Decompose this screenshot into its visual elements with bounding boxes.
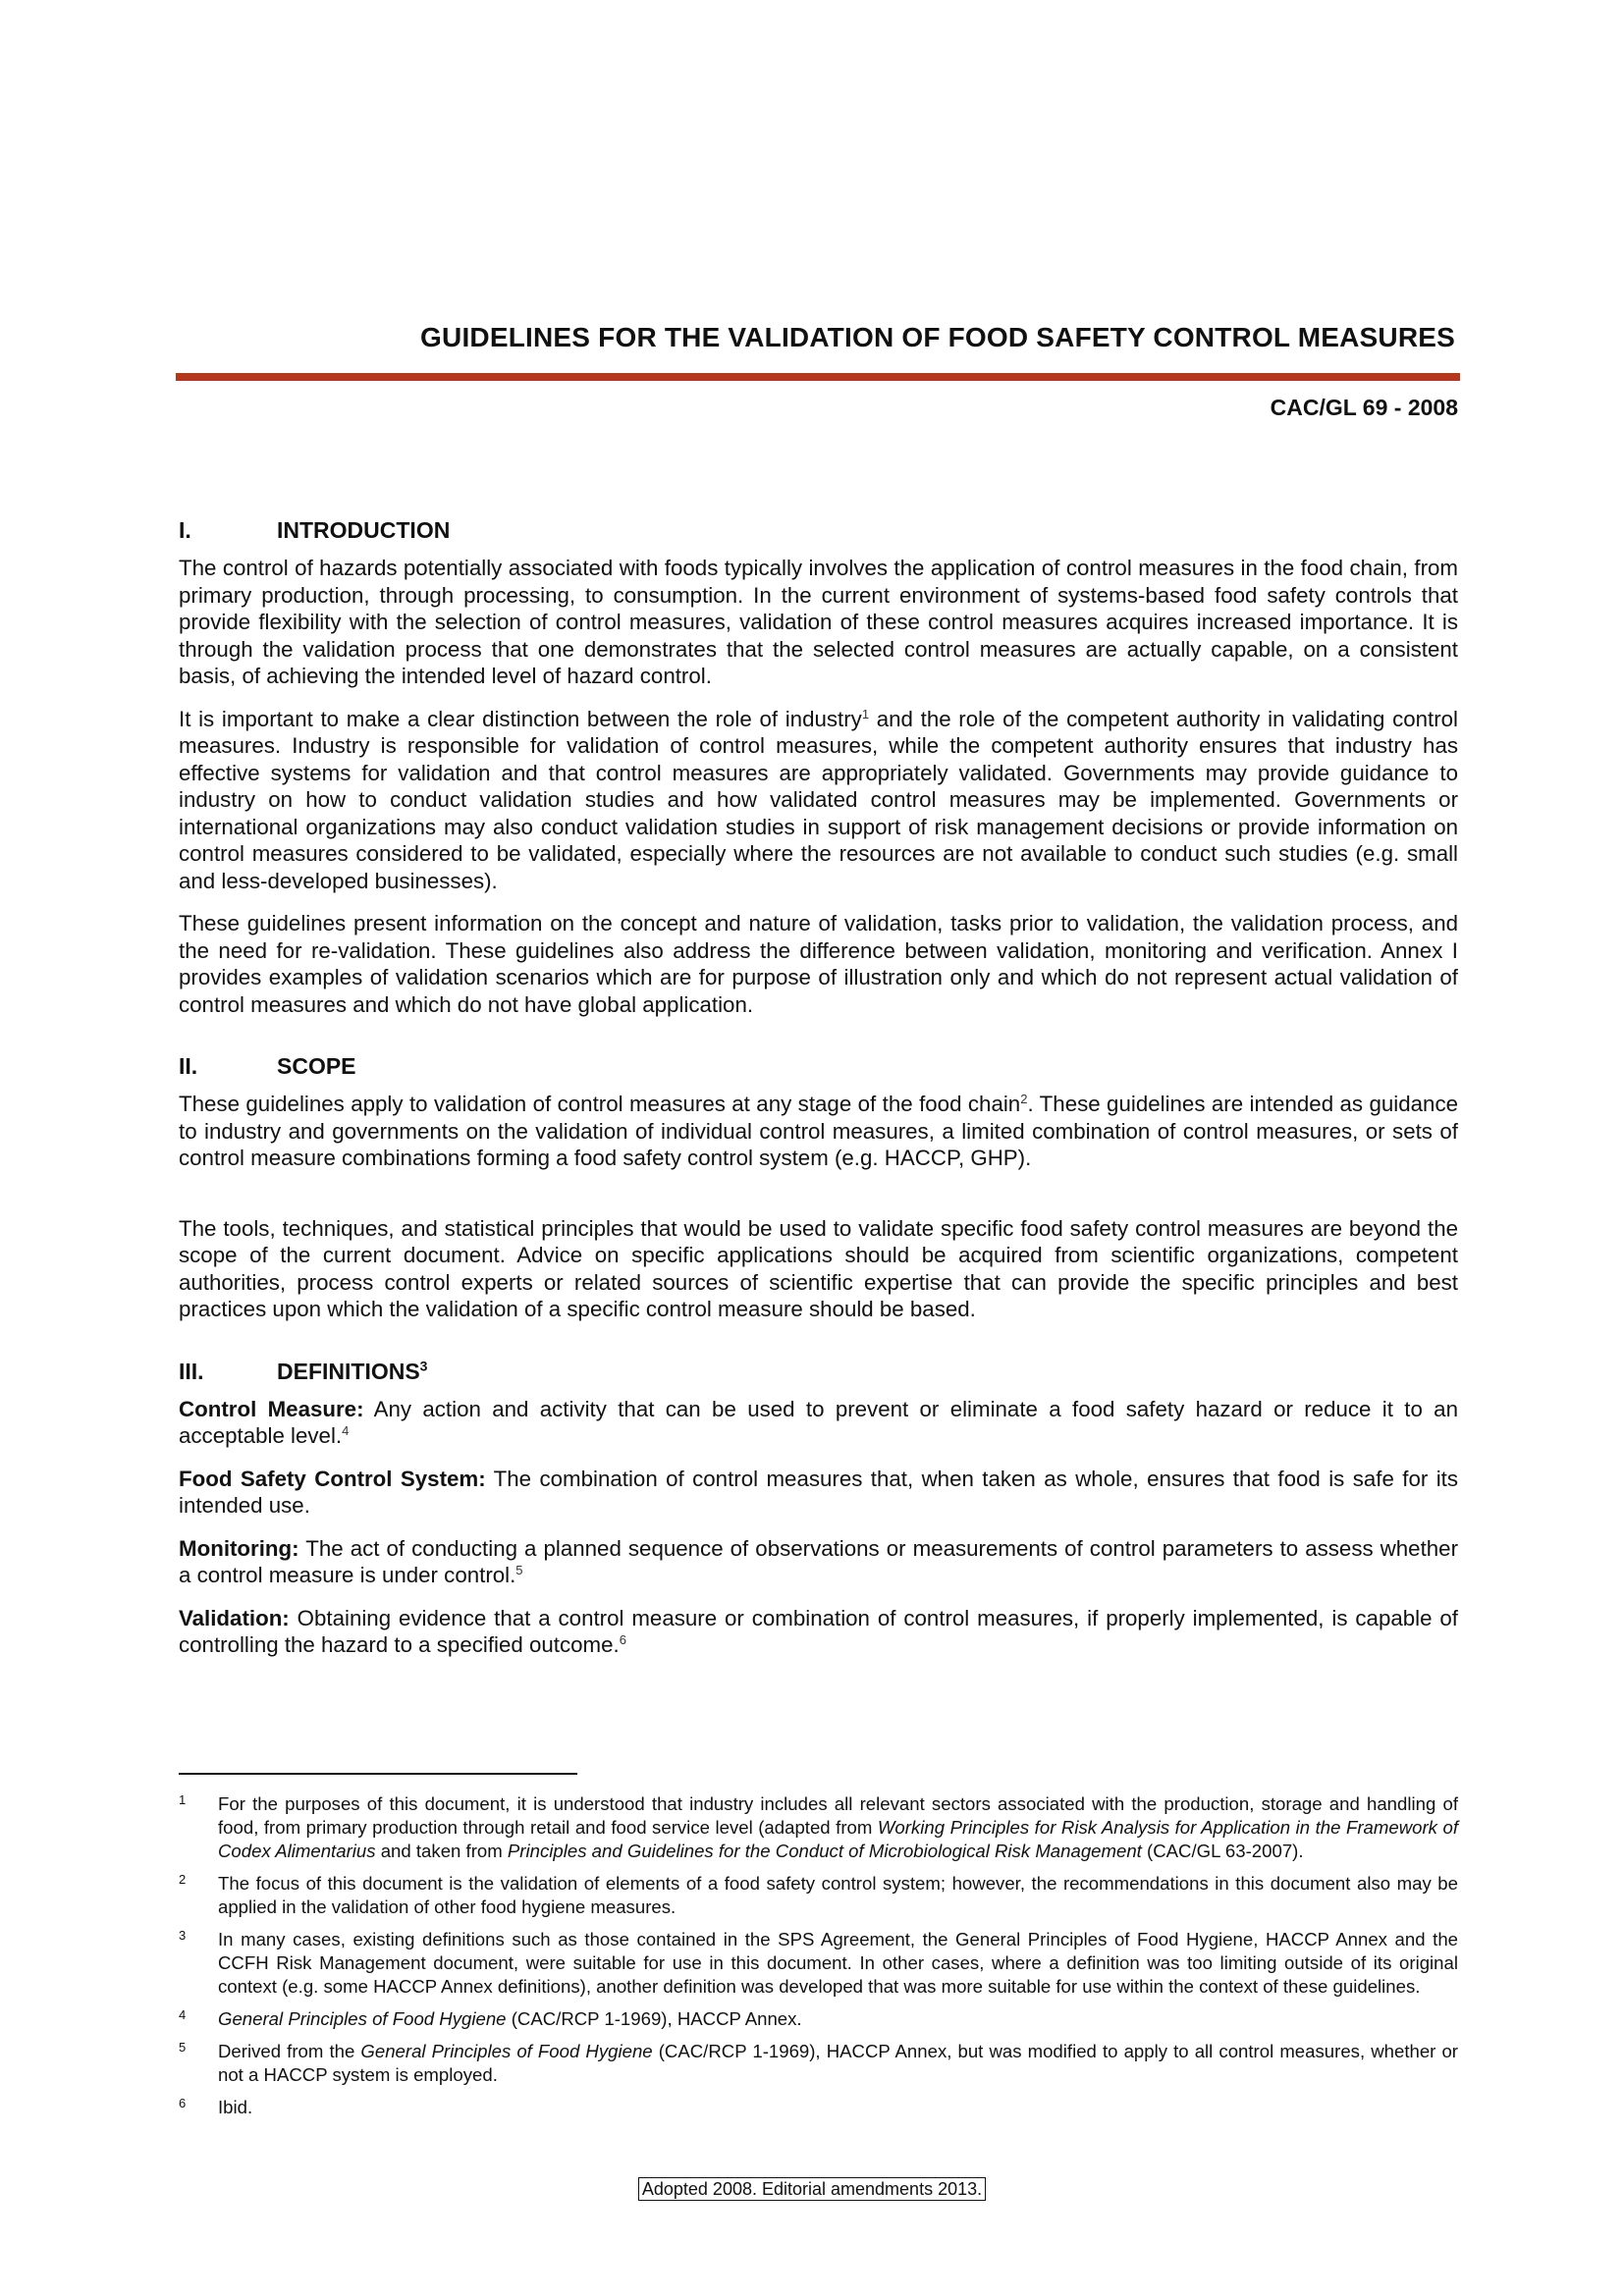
footnote-text: For the purposes of this document, it is understood that industry includes all relevant sectors associated with the production, storage and handling of food, from primary production through retail and food service level (adapted from Working Principles for Risk Analysis for Application in the Framework of Codex Alimentarius and taken from Principles and Guidelines for the Conduct of Microbiological Risk Management (CAC/GL 63-2007). [218,1793,1458,1861]
section-number: I. [179,517,191,543]
footnote-1 [179,1792,1458,1863]
section-title: INTRODUCTION [277,517,451,543]
section-number: III. [179,1358,204,1384]
footnote-number: 3 [179,1928,187,1943]
section-title: SCOPE [277,1053,356,1079]
definition-term: Validation: [179,1605,290,1630]
definition-food-safety-control-system: Food Safety Control System: The combination of control measures that, when taken as whole, ensures that food is safe for its intended use. [179,1466,1459,1518]
section-heading-definitions [179,1357,1458,1386]
footnote-6 [179,2096,1458,2119]
footnote-separator [179,1773,577,1775]
title-rule [176,373,1460,381]
footnote-text: In many cases, existing definitions such as those contained in the SPS Agreement, the General Principles of Food Hygiene, HACCP Annex and the CCFH Risk Management document, were suitable for use in this document. In other cases, where a definition was too limiting outside of its original context (e.g. some HACCP Annex definitions), another definition was developed that was more suitable for use within the context of these guidelines. [218,1929,1458,1997]
footnote-number: 4 [179,2007,187,2022]
section-heading-scope [179,1051,1458,1081]
footnote-number: 5 [179,2040,187,2055]
intro-paragraph-3: These guidelines present information on the concept and nature of validation, tasks prior to validation, the validation process, and the need for re-validation. These guidelines also address the difference between validation, monitoring and verification. Annex I provides examples of validation scenarios which are for purpose of illustration only and which do not represent actual validation of control measures and which do not have global application. [179,911,1458,1017]
footnote-ref: 6 [619,1632,626,1647]
section-heading-introduction [179,515,1458,545]
definition-control-measure: Control Measure: Any action and activity that can be used to prevent or eliminate a food safety hazard or reduce it to an acceptable level.$^4$ [179,1396,1458,1448]
footnote-ref: 2 [1020,1092,1028,1106]
document-title: GUIDELINES FOR THE VALIDATION OF FOOD SAFETY CONTROL MEASURES [420,322,1455,352]
footnote-ref: 3 [419,1357,428,1373]
section-title: DEFINITIONS$^3$ [277,1357,428,1384]
footnotes [179,1792,1458,2128]
scope-paragraph-2: The tools, techniques, and statistical principles that would be used to validate specific food safety control measures are beyond the scope of the current document. Advice on specific applications should be acquired from scientific organizations, competent authorities, process control experts or related sources of scientific expertise that can provide the specific principles and best practices upon which the validation of a specific control measure should be based. [179,1215,1458,1321]
footnote-3 [179,1928,1458,1999]
definition-validation: Validation: Obtaining evidence that a control measure or combination of control measures, if properly implemented, is capable of controlling the hazard to a specified outcome.$^6$ [179,1605,1458,1657]
footnote-number: 1 [179,1792,187,1807]
footnote-number: 6 [179,2096,187,2110]
document-body [179,515,1458,1675]
intro-paragraph-2: It is important to make a clear distinction between the role of industry$^1$ and the role of the competent authority in validating control measures. Industry is responsible for validation of control measures, while the competent authority ensures that industry has effective systems for validation and that control measures are appropriately validated. Governments may provide guidance to industry on how to conduct validation studies and how validated control measures may be implemented. Governments or international organizations may also conduct validation studies in support of risk management decisions or provide information on control measures considered to be validated, especially where the resources are not available to conduct such studies (e.g. small and less-developed businesses). [179,706,1458,893]
footnote-4 [179,2007,1458,2031]
definition-monitoring: Monitoring: The act of conducting a planned sequence of observations or measurements of control parameters to assess whether a control measure is under control.$^5$ [179,1535,1458,1587]
footnote-text: Derived from the General Principles of Food Hygiene (CAC/RCP 1-1969), HACCP Annex, but was modified to apply to all control measures, whether or not a HACCP system is employed. [218,2041,1458,2085]
definition-term: Food Safety Control System: [179,1466,486,1491]
footnote-ref: 1 [861,706,870,721]
scope-paragraph-1: These guidelines apply to validation of control measures at any stage of the food chain$^2$. These guidelines are intended as guidance to industry and governments on the validation of individual control measures, a limited combination of control measures, or sets of control measure combinations forming a food safety control system (e.g. HACCP, GHP). [179,1092,1458,1170]
document-code: CAC/GL 69 - 2008 [1270,395,1458,420]
section-number: II. [179,1053,198,1079]
footnote-5 [179,2040,1458,2087]
footnote-ref: 5 [515,1563,523,1577]
definition-term: Control Measure: [179,1396,364,1421]
footnote-number: 2 [179,1872,187,1887]
adoption-note: Adopted 2008. Editorial amendments 2013. [638,2177,986,2201]
definition-term: Monitoring: [179,1535,299,1561]
page-footer [0,2177,1624,2201]
footnote-ref: 4 [342,1423,350,1438]
footnote-2 [179,1872,1458,1919]
intro-paragraph-1: The control of hazards potentially associated with foods typically involves the application of control measures in the food chain, from primary production, through processing, to consumption. In the current environment of systems-based food safety controls that provide flexibility with the selection of control measures, validation of these control measures acquires increased importance. It is through the validation process that one demonstrates that the selected control measures are actually capable, on a consistent basis, of achieving the intended level of hazard control. [179,556,1458,688]
footnote-text: General Principles of Food Hygiene (CAC/RCP 1-1969), HACCP Annex. [218,2008,802,2029]
footnote-text: The focus of this document is the validation of elements of a food safety control system; however, the recommendations in this document also may be applied in the validation of other food hygiene measures. [218,1873,1458,1917]
footnote-text: Ibid. [218,2097,253,2117]
